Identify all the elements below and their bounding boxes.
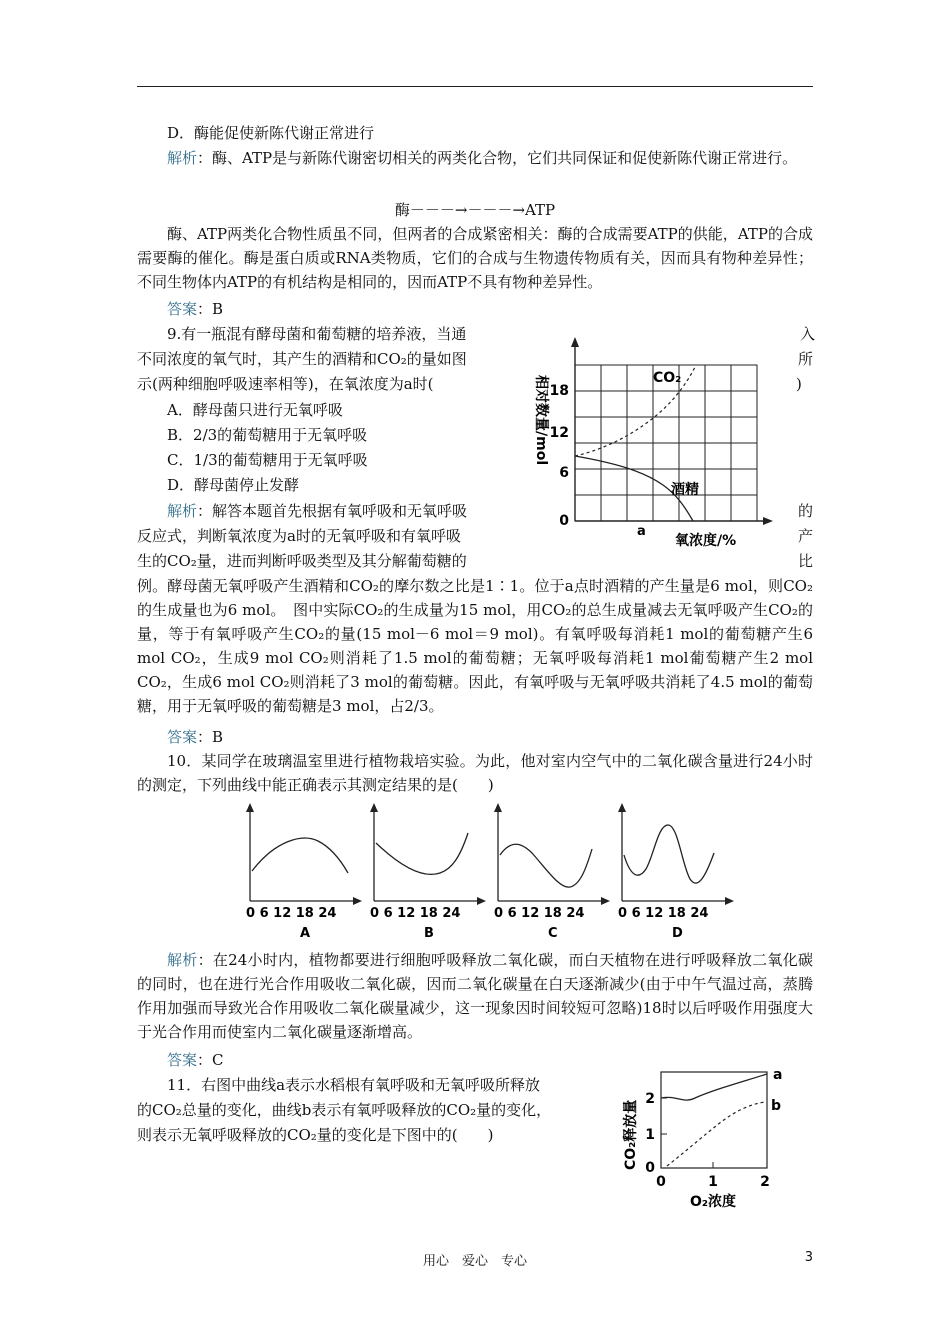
q11-xtick-1: 1	[708, 1174, 718, 1190]
q10-graph-a	[240, 803, 364, 943]
q11-curve-a	[661, 1074, 767, 1100]
q9-ytick-18: 18	[549, 383, 569, 399]
q9-ytick-12: 12	[549, 425, 569, 441]
q10-graph-c	[488, 803, 612, 943]
header-rule	[137, 86, 813, 87]
q10-label-b: B	[424, 926, 434, 941]
q9-ytick-6: 6	[559, 465, 569, 481]
q10-curve-c	[500, 844, 592, 887]
q8-analysis-1: 解析：酶、ATP是与新陈代谢密切相关的两类化合物，它们共同保证和促使新陈代谢正常进行。	[167, 149, 798, 167]
q9-a-label: a	[637, 524, 646, 539]
q11-frame	[661, 1072, 767, 1168]
q9-option-d: D．酵母菌停止发酵	[167, 476, 300, 494]
q10-curve-d	[624, 825, 714, 883]
q9-analysis-l3: 生的CO₂量，进而判断呼吸类型及其分解葡萄糖的	[137, 552, 467, 570]
q9-ytick-0: 0	[559, 513, 569, 529]
q10-answer: 答案：C	[167, 1051, 224, 1069]
q9-option-c: C．1/3的葡萄糖用于无氧呼吸	[167, 451, 368, 469]
q10-curve-a	[252, 838, 348, 873]
q11-curve-b	[667, 1102, 765, 1166]
q9-stem-3-end: )	[796, 375, 802, 393]
q9-xlabel: 氧浓度/%	[675, 533, 737, 549]
q9-grid	[575, 365, 757, 521]
q9-stem-2: 不同浓度的氧气时，其产生的酒精和CO₂的量如图	[137, 350, 467, 368]
q9-ylabel: 相对数量/mol	[533, 375, 549, 466]
q9-analysis-rest: 例。酵母菌无氧呼吸产生酒精和CO₂的摩尔数之比是1∶1。位于a点时酒精的产生量是6 mol，则CO₂的生成量也为6 mol。 图中实际CO₂的生成量为15 mol，用CO₂的总生成量减去无氧呼吸产生CO₂的量，等于有氧呼吸产生CO₂的量(15 mol－6 mol＝9 mol)。有氧呼吸每消耗1 mol的葡萄糖产生6 mol CO₂，生成9 mol CO₂则消耗了1.5 mol的葡萄糖；无氧呼吸每消耗1 mol葡萄糖产生2 mol CO₂，生成6 mol CO₂则消耗了3 mol的葡萄糖。因此，有氧呼吸与无氧呼吸共消耗了4.5 mol的葡萄糖，用于无氧呼吸的葡萄糖是3 mol，占2/3。	[137, 577, 813, 715]
q9-co2-label: CO₂	[653, 370, 682, 386]
analysis-label: 解析	[167, 149, 198, 167]
svg-text:0 6 12 18 24: 0 6 12 18 24	[494, 906, 585, 921]
q9-stem-1: 9.有一瓶混有酵母菌和葡萄糖的培养液，当通	[167, 325, 467, 343]
footer-motto: 用心 爱心 专心	[422, 1254, 527, 1269]
q10-graph-d	[612, 803, 736, 943]
q9-y-arrow	[571, 337, 579, 347]
q10-graph-b	[364, 803, 488, 943]
q9-analysis-l1-end: 的	[798, 502, 814, 520]
q9-option-b: B．2/3的葡萄糖用于无氧呼吸	[167, 426, 368, 444]
q9-analysis-l2: 反应式，判断氧浓度为a时的无氧呼吸和有氧呼吸	[137, 527, 461, 545]
page-number: 3	[804, 1250, 813, 1265]
q11-ytick-2: 2	[645, 1091, 655, 1107]
q10-label-d: D	[672, 926, 683, 941]
q9-stem-3: 示(两种细胞呼吸速率相等)，在氧浓度为a时(	[137, 375, 434, 393]
q10-label-c: C	[548, 926, 558, 941]
q11-label-b: b	[771, 1098, 782, 1114]
q8-analysis-2: 酶、ATP两类化合物性质虽不同，但两者的合成紧密相关：酶的合成需要ATP的供能，ATP的合成需要酶的催化。酶是蛋白质或RNA类物质，它们的合成与生物遗传物质有关，因而具有物种差异性；不同生物体内ATP的有机结构是相同的，因而ATP不具有物种差异性。	[137, 225, 813, 291]
q9-stem-2-end: 所	[798, 350, 814, 368]
q8-answer: 答案：B	[167, 300, 224, 318]
q11-label-a: a	[773, 1067, 783, 1083]
q9-stem-1-end: 入	[800, 325, 816, 343]
q9-chart	[525, 335, 780, 550]
q8-formula: 酶－－－→－－－→ATP	[394, 201, 556, 219]
q11-stem-3: 则表示无氧呼吸释放的CO₂量的变化是下图中的( )	[137, 1126, 494, 1144]
q10-curve-b	[376, 833, 468, 874]
q11-xlabel: O₂浓度	[689, 1194, 737, 1210]
q11-ytick-0: 0	[645, 1160, 655, 1176]
q11-ytick-1: 1	[645, 1127, 655, 1143]
q11-chart	[615, 1062, 790, 1220]
q11-stem-2: 的CO₂总量的变化，曲线b表示有氧呼吸释放的CO₂量的变化，	[137, 1101, 552, 1119]
q11-xtick-0: 0	[656, 1174, 666, 1190]
q9-analysis-l2-end: 产	[798, 527, 814, 545]
q10-graphs	[240, 803, 740, 943]
q10-label-a: A	[300, 926, 311, 941]
q8-option-d: D．酶能促使新陈代谢正常进行	[167, 124, 375, 142]
q10-analysis: 解析：在24小时内，植物都要进行细胞呼吸释放二氧化碳，而白天植物在进行呼吸释放二氧化碳的同时，也在进行光合作用吸收二氧化碳，因而二氧化碳量在白天逐渐减少(由于中午气温过高，蒸腾作用加强而导致光合作用吸收二氧化碳量减少，这一现象因时间较短可忽略)18时以后呼吸作用强度大于光合作用而使室内二氧化碳量逐渐增高。	[137, 951, 813, 1041]
svg-text:0 6 12 18 24: 0 6 12 18 24	[370, 906, 461, 921]
q9-x-arrow	[763, 517, 773, 525]
q9-alcohol-label: 酒精	[671, 482, 699, 498]
q11-ylabel: CO₂释放量	[623, 1099, 639, 1170]
q9-analysis-l1: 解析：解答本题首先根据有氧呼吸和无氧呼吸	[167, 502, 468, 520]
svg-text:0 6 12 18 24: 0 6 12 18 24	[246, 906, 337, 921]
q9-answer: 答案：B	[167, 728, 224, 746]
q9-analysis-l3-end: 比	[798, 552, 814, 570]
q10-stem: 10．某同学在玻璃温室里进行植物栽培实验。为此，他对室内空气中的二氧化碳含量进行24小时的测定，下列曲线中能正确表示其测定结果的是( )	[137, 752, 813, 794]
q11-xtick-2: 2	[760, 1174, 770, 1190]
svg-text:0 6 12 18 24: 0 6 12 18 24	[618, 906, 709, 921]
q9-option-a: A．酵母菌只进行无氧呼吸	[167, 401, 343, 419]
q11-stem-1: 11．右图中曲线a表示水稻根有氧呼吸和无氧呼吸所释放	[167, 1076, 541, 1094]
